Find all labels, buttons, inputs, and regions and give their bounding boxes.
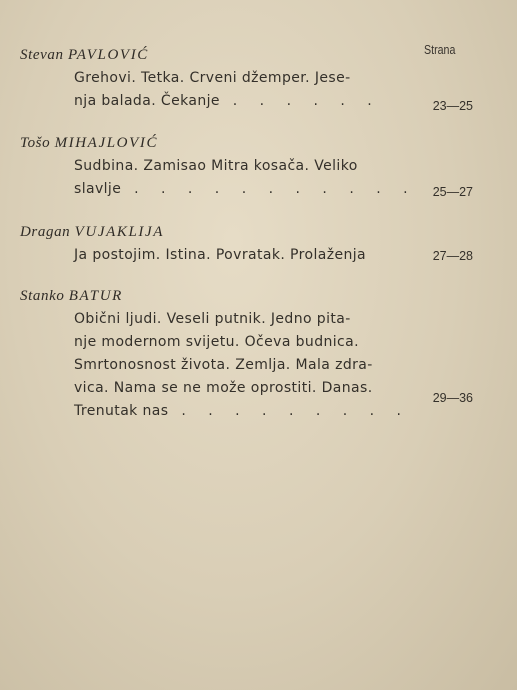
author-first-name: Dragan: [20, 224, 71, 240]
work-titles-line: vica. Nama se ne može oprostiti. Danas.: [74, 380, 373, 396]
work-titles-text: slavlje: [74, 181, 122, 197]
author-last-name: VUJAKLIJA: [74, 224, 165, 240]
leader-dots: . . . . . . . . . . .: [134, 181, 417, 197]
leader-dots: . . . . . .: [232, 93, 381, 109]
author-name: [20, 47, 149, 64]
page-range: 27—28: [432, 249, 473, 263]
work-titles-line: [74, 181, 417, 197]
page-range: 23—25: [432, 99, 473, 113]
page-range: 25—27: [432, 185, 473, 199]
work-titles-line: Grehovi. Tetka. Crveni džemper. Jese-: [74, 70, 351, 86]
work-titles-line: [74, 403, 410, 419]
work-titles-line: Sudbina. Zamisao Mitra kosača. Veliko: [74, 158, 358, 174]
author-last-name: MIHAJLOVIĆ: [54, 135, 159, 151]
strana-header: Strana: [424, 42, 456, 57]
work-titles-text: nja balada. Čekanje: [74, 93, 220, 109]
author-last-name: PAVLOVIĆ: [67, 47, 149, 63]
work-titles-line: [74, 93, 381, 109]
work-titles-text: Trenutak nas: [74, 403, 169, 419]
author-first-name: Stevan: [20, 47, 64, 63]
author-last-name: BATUR: [68, 288, 123, 304]
work-titles-line: Obični ljudi. Veseli putnik. Jedno pita-: [74, 311, 351, 327]
leader-dots: . . . . . . . . .: [181, 403, 410, 419]
author-name: [20, 288, 123, 305]
work-titles-line: Ja postojim. Istina. Povratak. Prolaženja: [74, 247, 367, 263]
author-name: [20, 135, 158, 152]
work-titles-line: nje modernom svijetu. Očeva budnica.: [74, 334, 359, 350]
author-name: [20, 224, 164, 241]
author-first-name: Stanko: [20, 288, 65, 304]
author-first-name: Tošo: [20, 135, 51, 151]
page-range: 29—36: [432, 391, 473, 405]
work-titles-line: Smrtonosnost života. Zemlja. Mala zdra-: [74, 357, 373, 373]
